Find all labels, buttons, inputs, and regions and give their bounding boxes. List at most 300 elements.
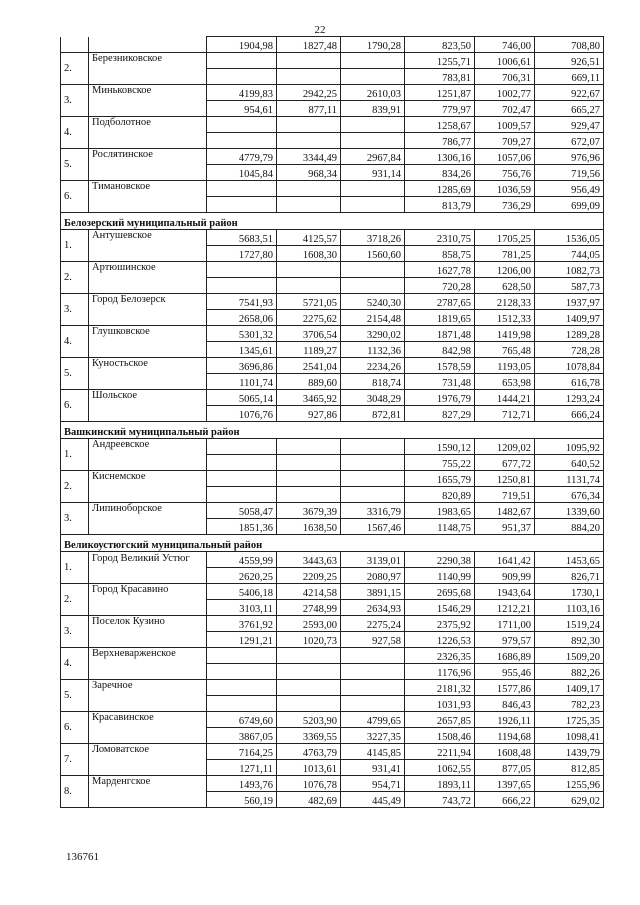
section-title: Вашкинский муниципальный район xyxy=(61,422,604,439)
table-cell: 884,20 xyxy=(535,519,604,535)
table-cell: 2275,62 xyxy=(277,310,341,326)
table-cell xyxy=(207,664,277,680)
table-cell: 1608,30 xyxy=(277,246,341,262)
settlement-name: Марденгское xyxy=(89,776,207,808)
continuation-row xyxy=(61,37,604,53)
table-cell: 2610,03 xyxy=(341,85,405,101)
table-cell: 3761,92 xyxy=(207,616,277,632)
table-cell: 954,71 xyxy=(341,776,405,792)
table-row xyxy=(61,680,604,696)
table-cell: 1076,76 xyxy=(207,406,277,422)
table-cell xyxy=(341,471,405,487)
table-cell: 719,51 xyxy=(475,487,535,503)
table-cell: 1258,67 xyxy=(405,117,475,133)
table-row xyxy=(61,439,604,455)
table-cell: 1209,02 xyxy=(475,439,535,455)
table-cell: 2620,25 xyxy=(207,568,277,584)
table-cell: 5301,32 xyxy=(207,326,277,342)
table-cell: 3048,29 xyxy=(341,390,405,406)
table-cell: 3316,79 xyxy=(341,503,405,519)
table-cell xyxy=(277,181,341,197)
table-cell: 2310,75 xyxy=(405,230,475,246)
table-cell: 1453,65 xyxy=(535,552,604,568)
tariff-table xyxy=(60,36,604,808)
table-cell: 1189,27 xyxy=(277,342,341,358)
table-cell: 744,05 xyxy=(535,246,604,262)
table-cell: 1082,73 xyxy=(535,262,604,278)
table-cell: 1578,59 xyxy=(405,358,475,374)
table-cell: 2541,04 xyxy=(277,358,341,374)
table-cell: 1078,84 xyxy=(535,358,604,374)
table-cell: 1045,84 xyxy=(207,165,277,181)
settlement-name: Рослятинское xyxy=(89,149,207,181)
table-cell: 1686,89 xyxy=(475,648,535,664)
table-cell: 587,73 xyxy=(535,278,604,294)
table-cell xyxy=(341,53,405,69)
table-cell: 2593,00 xyxy=(277,616,341,632)
table-cell: 1291,21 xyxy=(207,632,277,648)
table-cell: 2080,97 xyxy=(341,568,405,584)
row-index: 6. xyxy=(61,181,89,213)
section-header-row xyxy=(61,535,604,552)
table-cell: 858,75 xyxy=(405,246,475,262)
table-cell xyxy=(207,117,277,133)
table-cell: 653,98 xyxy=(475,374,535,390)
table-cell: 4779,79 xyxy=(207,149,277,165)
table-cell: 666,22 xyxy=(475,792,535,808)
row-index: 2. xyxy=(61,262,89,294)
table-cell: 2967,84 xyxy=(341,149,405,165)
table-cell: 1194,68 xyxy=(475,728,535,744)
table-cell: 2658,06 xyxy=(207,310,277,326)
row-index: 3. xyxy=(61,616,89,648)
table-cell: 1608,48 xyxy=(475,744,535,760)
table-cell: 699,09 xyxy=(535,197,604,213)
table-cell: 2128,33 xyxy=(475,294,535,310)
table-cell xyxy=(277,53,341,69)
table-cell: 1819,65 xyxy=(405,310,475,326)
table-cell xyxy=(341,664,405,680)
table-cell xyxy=(341,696,405,712)
table-cell: 5058,47 xyxy=(207,503,277,519)
settlement-name: Тимановское xyxy=(89,181,207,213)
table-row xyxy=(61,230,604,246)
table-cell: 827,29 xyxy=(405,406,475,422)
row-index: 3. xyxy=(61,294,89,326)
table-cell: 676,34 xyxy=(535,487,604,503)
table-cell: 839,91 xyxy=(341,101,405,117)
table-cell: 842,98 xyxy=(405,342,475,358)
table-cell: 709,27 xyxy=(475,133,535,149)
table-cell xyxy=(277,455,341,471)
table-cell: 755,22 xyxy=(405,455,475,471)
table-cell: 6749,60 xyxy=(207,712,277,728)
table-cell: 1339,60 xyxy=(535,503,604,519)
table-cell: 1057,06 xyxy=(475,149,535,165)
table-cell: 2748,99 xyxy=(277,600,341,616)
table-cell xyxy=(277,696,341,712)
table-row xyxy=(61,53,604,69)
table-cell: 1095,92 xyxy=(535,439,604,455)
table-cell: 1711,00 xyxy=(475,616,535,632)
table-row xyxy=(61,294,604,310)
table-cell: 1493,76 xyxy=(207,776,277,792)
table-cell: 956,49 xyxy=(535,181,604,197)
table-cell: 3679,39 xyxy=(277,503,341,519)
settlement-name: Куностьское xyxy=(89,358,207,390)
table-cell: 2942,25 xyxy=(277,85,341,101)
settlement-name: Андреевское xyxy=(89,439,207,471)
table-cell: 786,77 xyxy=(405,133,475,149)
table-cell: 877,05 xyxy=(475,760,535,776)
table-cell xyxy=(207,53,277,69)
table-cell: 1397,65 xyxy=(475,776,535,792)
table-cell: 1255,96 xyxy=(535,776,604,792)
table-cell: 4214,58 xyxy=(277,584,341,600)
table-cell: 1131,74 xyxy=(535,471,604,487)
table-cell: 1871,48 xyxy=(405,326,475,342)
table-cell: 954,61 xyxy=(207,101,277,117)
table-cell: 719,56 xyxy=(535,165,604,181)
table-cell: 1076,78 xyxy=(277,776,341,792)
table-cell xyxy=(207,680,277,696)
table-row xyxy=(61,358,604,374)
table-cell xyxy=(277,117,341,133)
table-cell: 892,30 xyxy=(535,632,604,648)
table-cell xyxy=(207,696,277,712)
table-cell: 1020,73 xyxy=(277,632,341,648)
table-cell xyxy=(207,181,277,197)
table-cell: 616,78 xyxy=(535,374,604,390)
table-cell: 976,96 xyxy=(535,149,604,165)
table-cell: 1827,48 xyxy=(277,37,341,53)
table-cell: 728,28 xyxy=(535,342,604,358)
table-cell: 1250,81 xyxy=(475,471,535,487)
table-cell: 926,51 xyxy=(535,53,604,69)
table-cell: 746,00 xyxy=(475,37,535,53)
settlement-name: Липиноборское xyxy=(89,503,207,535)
table-cell xyxy=(341,69,405,85)
row-index: 2. xyxy=(61,584,89,616)
settlement-name: Подболотное xyxy=(89,117,207,149)
settlement-name: Киснемское xyxy=(89,471,207,503)
settlement-name: Миньковское xyxy=(89,85,207,117)
table-cell xyxy=(277,197,341,213)
table-cell: 3103,11 xyxy=(207,600,277,616)
table-cell xyxy=(277,439,341,455)
table-cell: 482,69 xyxy=(277,792,341,808)
table-cell: 1206,00 xyxy=(475,262,535,278)
table-cell: 1212,21 xyxy=(475,600,535,616)
table-cell: 2181,32 xyxy=(405,680,475,696)
table-cell: 3227,35 xyxy=(341,728,405,744)
table-cell: 731,48 xyxy=(405,374,475,390)
table-cell: 5065,14 xyxy=(207,390,277,406)
table-cell: 3465,92 xyxy=(277,390,341,406)
table-cell: 1271,11 xyxy=(207,760,277,776)
table-cell: 1926,11 xyxy=(475,712,535,728)
table-cell: 1536,05 xyxy=(535,230,604,246)
table-cell xyxy=(341,680,405,696)
table-cell xyxy=(341,133,405,149)
table-cell: 3706,54 xyxy=(277,326,341,342)
table-cell xyxy=(341,487,405,503)
table-cell: 4199,83 xyxy=(207,85,277,101)
table-row xyxy=(61,149,604,165)
table-cell: 779,97 xyxy=(405,101,475,117)
table-cell xyxy=(277,69,341,85)
table-cell xyxy=(277,664,341,680)
table-cell: 712,71 xyxy=(475,406,535,422)
table-cell: 820,89 xyxy=(405,487,475,503)
table-cell: 931,41 xyxy=(341,760,405,776)
table-cell: 783,81 xyxy=(405,69,475,85)
table-cell: 1226,53 xyxy=(405,632,475,648)
table-cell: 1851,36 xyxy=(207,519,277,535)
table-row xyxy=(61,744,604,760)
table-cell: 1512,33 xyxy=(475,310,535,326)
table-cell: 1790,28 xyxy=(341,37,405,53)
table-cell: 927,58 xyxy=(341,632,405,648)
table-cell: 1546,29 xyxy=(405,600,475,616)
footer-code: 136761 xyxy=(66,851,99,863)
table-cell xyxy=(341,455,405,471)
table-row xyxy=(61,648,604,664)
table-cell: 5240,30 xyxy=(341,294,405,310)
table-cell: 7164,25 xyxy=(207,744,277,760)
table-cell: 2234,26 xyxy=(341,358,405,374)
table-cell xyxy=(277,680,341,696)
settlement-name: Поселок Кузино xyxy=(89,616,207,648)
table-cell: 7541,93 xyxy=(207,294,277,310)
settlement-name: Березниковское xyxy=(89,53,207,85)
section-title: Белозерский муниципальный район xyxy=(61,213,604,230)
table-cell: 909,99 xyxy=(475,568,535,584)
table-cell: 1006,61 xyxy=(475,53,535,69)
table-cell: 1293,24 xyxy=(535,390,604,406)
table-cell: 1306,16 xyxy=(405,149,475,165)
table-cell: 702,47 xyxy=(475,101,535,117)
settlement-name: Город Великий Устюг xyxy=(89,552,207,584)
table-cell: 1627,78 xyxy=(405,262,475,278)
table-cell xyxy=(277,262,341,278)
table-row xyxy=(61,181,604,197)
table-cell: 1062,55 xyxy=(405,760,475,776)
row-index: 1. xyxy=(61,230,89,262)
table-cell: 1893,11 xyxy=(405,776,475,792)
table-cell xyxy=(207,455,277,471)
table-cell: 922,67 xyxy=(535,85,604,101)
settlement-name: Верхневарженское xyxy=(89,648,207,680)
table-row xyxy=(61,262,604,278)
table-row xyxy=(61,552,604,568)
table-cell: 3891,15 xyxy=(341,584,405,600)
table-cell: 756,76 xyxy=(475,165,535,181)
table-cell xyxy=(277,648,341,664)
table-cell: 846,43 xyxy=(475,696,535,712)
table-cell: 3139,01 xyxy=(341,552,405,568)
row-index: 1. xyxy=(61,552,89,584)
table-cell: 1519,24 xyxy=(535,616,604,632)
row-index: 7. xyxy=(61,744,89,776)
table-cell xyxy=(341,262,405,278)
table-cell: 3344,49 xyxy=(277,149,341,165)
table-cell: 813,79 xyxy=(405,197,475,213)
table-cell: 823,50 xyxy=(405,37,475,53)
table-cell: 1193,05 xyxy=(475,358,535,374)
row-index: 4. xyxy=(61,326,89,358)
table-cell xyxy=(341,278,405,294)
table-cell: 4125,57 xyxy=(277,230,341,246)
table-cell: 812,85 xyxy=(535,760,604,776)
row-index: 4. xyxy=(61,117,89,149)
row-index: 6. xyxy=(61,712,89,744)
table-row xyxy=(61,85,604,101)
table-cell: 5683,51 xyxy=(207,230,277,246)
table-cell: 968,34 xyxy=(277,165,341,181)
section-header-row xyxy=(61,422,604,439)
table-cell: 666,24 xyxy=(535,406,604,422)
table-cell: 877,11 xyxy=(277,101,341,117)
table-row xyxy=(61,326,604,342)
table-cell: 1098,41 xyxy=(535,728,604,744)
table-cell xyxy=(207,262,277,278)
table-cell: 1655,79 xyxy=(405,471,475,487)
table-cell: 743,72 xyxy=(405,792,475,808)
table-cell: 4799,65 xyxy=(341,712,405,728)
table-cell: 1904,98 xyxy=(207,37,277,53)
table-cell xyxy=(341,439,405,455)
table-cell: 708,80 xyxy=(535,37,604,53)
table-cell: 2695,68 xyxy=(405,584,475,600)
settlement-name: Город Красавино xyxy=(89,584,207,616)
table-cell: 1251,87 xyxy=(405,85,475,101)
page-number: 22 xyxy=(314,24,326,36)
table-cell: 3696,86 xyxy=(207,358,277,374)
section-title: Великоустюгский муниципальный район xyxy=(61,535,604,552)
table-cell: 3867,05 xyxy=(207,728,277,744)
table-cell: 5406,18 xyxy=(207,584,277,600)
table-cell: 1577,86 xyxy=(475,680,535,696)
table-cell: 3369,55 xyxy=(277,728,341,744)
table-cell xyxy=(277,487,341,503)
table-cell: 3718,26 xyxy=(341,230,405,246)
table-cell: 1937,97 xyxy=(535,294,604,310)
table-body xyxy=(61,37,604,808)
table-cell xyxy=(341,197,405,213)
table-cell: 2154,48 xyxy=(341,310,405,326)
table-cell: 2290,38 xyxy=(405,552,475,568)
table-row xyxy=(61,712,604,728)
settlement-name: Красавинское xyxy=(89,712,207,744)
table-cell: 782,23 xyxy=(535,696,604,712)
table-cell: 1444,21 xyxy=(475,390,535,406)
table-cell: 882,26 xyxy=(535,664,604,680)
empty-cell xyxy=(61,37,89,53)
settlement-name: Артюшинское xyxy=(89,262,207,294)
table-cell: 1176,96 xyxy=(405,664,475,680)
table-cell: 706,31 xyxy=(475,69,535,85)
table-cell: 1482,67 xyxy=(475,503,535,519)
table-cell: 955,46 xyxy=(475,664,535,680)
row-index: 5. xyxy=(61,680,89,712)
table-row xyxy=(61,471,604,487)
table-cell xyxy=(207,133,277,149)
row-index: 5. xyxy=(61,149,89,181)
table-cell: 640,52 xyxy=(535,455,604,471)
table-cell xyxy=(277,471,341,487)
table-cell: 872,81 xyxy=(341,406,405,422)
settlement-name: Глушковское xyxy=(89,326,207,358)
table-cell: 1943,64 xyxy=(475,584,535,600)
table-cell: 2657,85 xyxy=(405,712,475,728)
row-index: 1. xyxy=(61,439,89,471)
row-index: 5. xyxy=(61,358,89,390)
table-cell xyxy=(207,471,277,487)
table-cell: 560,19 xyxy=(207,792,277,808)
table-cell: 629,02 xyxy=(535,792,604,808)
table-cell: 2787,65 xyxy=(405,294,475,310)
table-cell: 669,11 xyxy=(535,69,604,85)
table-cell: 2326,35 xyxy=(405,648,475,664)
table-cell: 445,49 xyxy=(341,792,405,808)
table-cell: 1255,71 xyxy=(405,53,475,69)
table-cell: 1976,79 xyxy=(405,390,475,406)
table-cell: 889,60 xyxy=(277,374,341,390)
settlement-name: Шольское xyxy=(89,390,207,422)
table-cell: 1409,17 xyxy=(535,680,604,696)
table-cell: 1031,93 xyxy=(405,696,475,712)
table-cell: 1439,79 xyxy=(535,744,604,760)
table-cell: 1140,99 xyxy=(405,568,475,584)
table-cell: 720,28 xyxy=(405,278,475,294)
table-cell: 1285,69 xyxy=(405,181,475,197)
table-cell xyxy=(207,648,277,664)
table-cell: 1560,60 xyxy=(341,246,405,262)
table-cell: 951,37 xyxy=(475,519,535,535)
row-index: 2. xyxy=(61,471,89,503)
table-cell: 826,71 xyxy=(535,568,604,584)
table-cell xyxy=(207,439,277,455)
table-cell: 1983,65 xyxy=(405,503,475,519)
table-cell: 1509,20 xyxy=(535,648,604,664)
table-cell xyxy=(277,133,341,149)
row-index: 4. xyxy=(61,648,89,680)
table-cell: 1002,77 xyxy=(475,85,535,101)
table-cell: 672,07 xyxy=(535,133,604,149)
table-cell: 1148,75 xyxy=(405,519,475,535)
table-cell xyxy=(207,69,277,85)
table-cell: 677,72 xyxy=(475,455,535,471)
table-cell: 1641,42 xyxy=(475,552,535,568)
settlement-name: Город Белозерск xyxy=(89,294,207,326)
table-row xyxy=(61,584,604,600)
table-cell: 1590,12 xyxy=(405,439,475,455)
empty-cell xyxy=(89,37,207,53)
table-cell: 931,14 xyxy=(341,165,405,181)
table-cell: 4763,79 xyxy=(277,744,341,760)
settlement-name: Ломоватское xyxy=(89,744,207,776)
table-cell: 4559,99 xyxy=(207,552,277,568)
table-row xyxy=(61,616,604,632)
table-cell: 1132,36 xyxy=(341,342,405,358)
table-cell: 3443,63 xyxy=(277,552,341,568)
row-index: 2. xyxy=(61,53,89,85)
table-cell: 1567,46 xyxy=(341,519,405,535)
table-cell xyxy=(207,278,277,294)
table-cell: 979,57 xyxy=(475,632,535,648)
table-cell: 665,27 xyxy=(535,101,604,117)
